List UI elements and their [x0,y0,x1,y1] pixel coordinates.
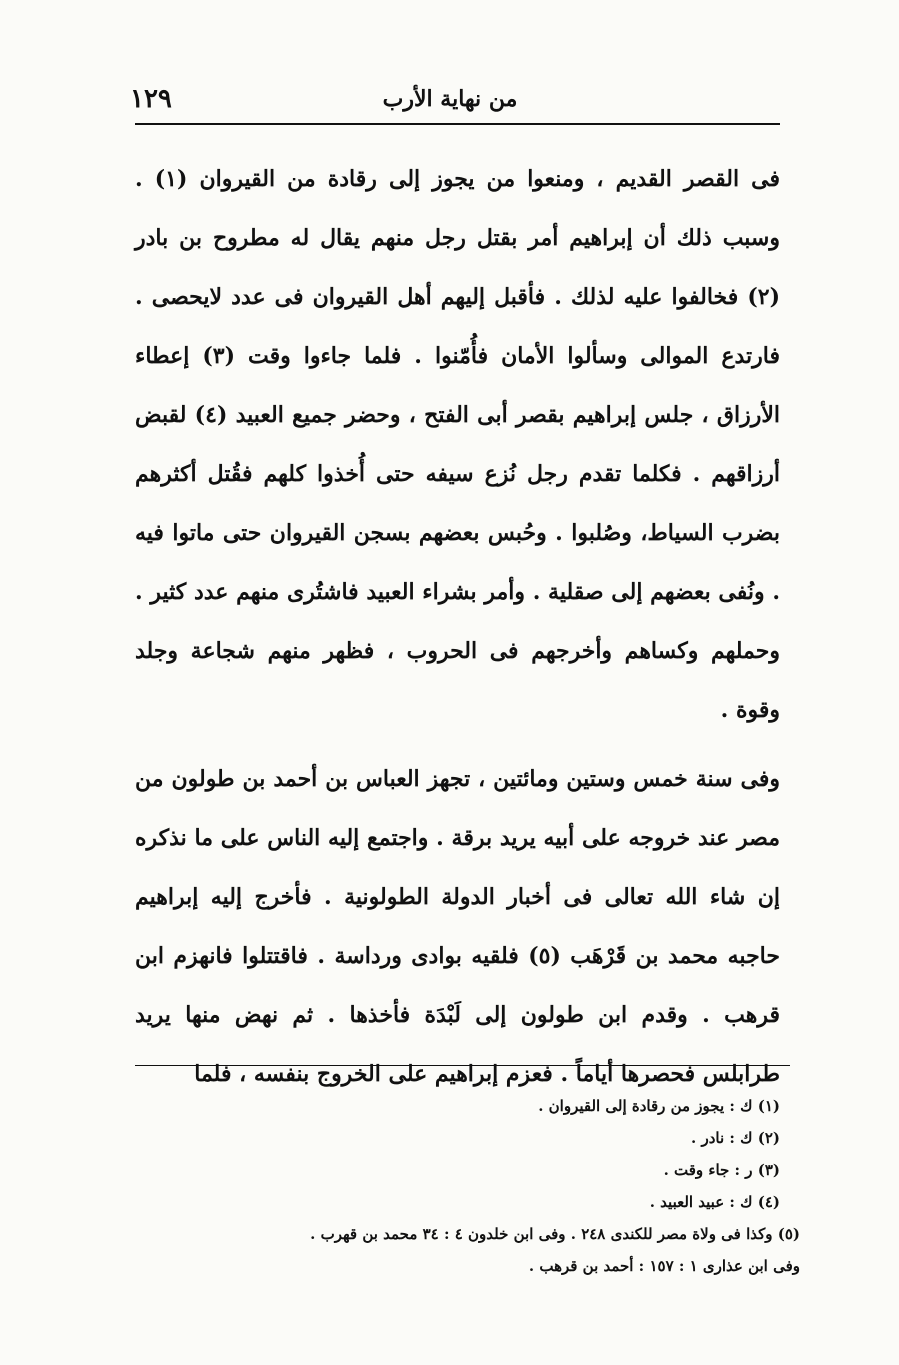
footnote-2: (٢) ك : نادر . [691,1129,780,1147]
footnote-5: (٥) وكذا فى ولاة مصر للكندى ٢٤٨ . وفى ابن خلدون ٤ : ٣٤ محمد بن قهرب . [310,1225,800,1243]
footnote-4: (٤) ك : عبيد العبيد . [649,1193,780,1211]
page-number: ١٢٩ [130,84,172,114]
running-title: من نهاية الأرب [382,86,518,112]
paragraph-2: وفى سنة خمس وستين ومائتين ، تجهز العباس بن أحمد بن طولون من مصر عند خروجه على أبيه يريد برقة . واجتمع إليه الناس على ما نذكره إن شاء الله تعالى فى أخبار الدولة الطولونية . فأخرج إليه إبراهيم حاجبه محمد بن قَرْهَب (٥) فلقيه بوادى ورداسة . فاقتتلوا فانهزم ابن قرهب . وقدم ابن طولون إلى لَبْدَة فأخذها . ثم نهض منها يريد طرابلس فحصرها أياماً . فعزم إبراهيم على الخروج بنفسه ، فلما [135,766,780,1087]
footnotes [135,1090,800,1282]
main-text [135,150,780,1104]
footnote-1: (١) ك : يجوز من رقادة إلى القيروان . [538,1097,780,1115]
footnote-rule [135,1065,790,1066]
paragraph-1: فى القصر القديم ، ومنعوا من يجوز إلى رقادة من القيروان (١) . وسبب ذلك أن إبراهيم أمر بقتل رجل منهم يقال له مطروح بن بادر (٢) فخالفوا عليه لذلك . فأقبل إليهم أهل القيروان فى عدد لايحصى . فارتدع الموالى وسألوا الأمان فأُمّنوا . فلما جاءوا وقت (٣) إعطاء الأرزاق ، جلس إبراهيم بقصر أبى الفتح ، وحضر جميع العبيد (٤) لقبض أرزاقهم . فكلما تقدم رجل نُزع سيفه حتى أُخذوا كلهم فقُتل أكثرهم بضرب السياط، وصُلبوا . وحُبس بعضهم بسجن القيروان حتى ماتوا فيه . ونُفى بعضهم إلى صقلية . وأمر بشراء العبيد فاشتُرى منهم عدد كثير . وحملهم وكساهم وأخرجهم فى الحروب ، فظهر منهم شجاعة وجلد وقوة . [135,166,781,723]
header-rule [135,123,780,125]
footnote-5-continued: وفى ابن عذارى ١ : ١٥٧ : أحمد بن قرهب . [528,1257,800,1275]
page-header [120,80,780,120]
footnote-3: (٣) ر : جاء وقت . [663,1161,780,1179]
